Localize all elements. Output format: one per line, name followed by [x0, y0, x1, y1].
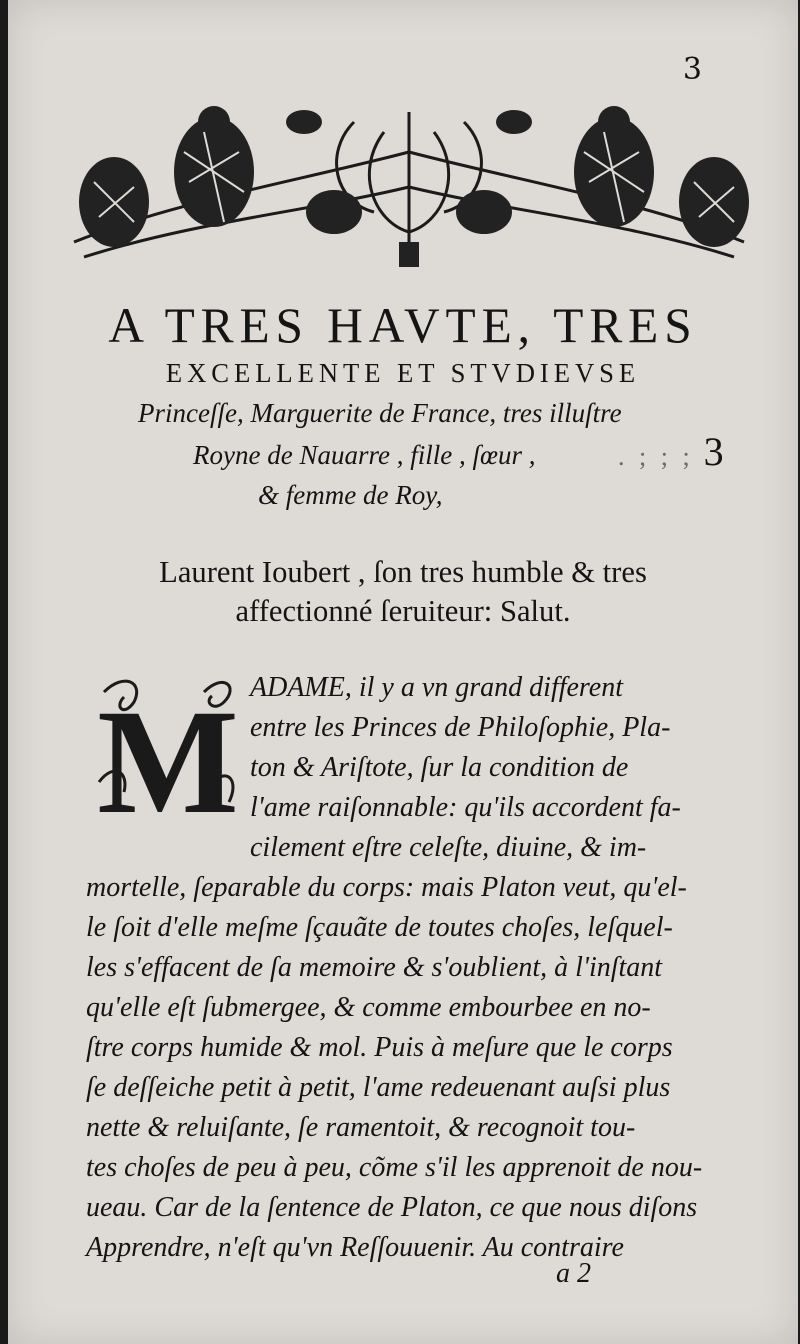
body-line: l'ame raiſonnable: qu'ils accordent fa-: [250, 792, 681, 823]
address-line-3: & femme de Roy,: [258, 480, 443, 510]
body-line: qu'elle eſt ſubmergee, & comme embourbee en no-: [86, 992, 651, 1023]
address-line-2: Royne de Nauarre , fille , ſœur ,: [193, 440, 536, 470]
address-line-1: Princeſſe, Marguerite de France, tres illuſtre: [138, 398, 622, 428]
body-line: ſe deſſeiche petit à petit, l'ame redeuenant auſsi plus: [86, 1072, 671, 1103]
faded-marks: . ; ; ;: [618, 442, 694, 471]
body-line: cilement eſtre celeſte, diuine, & im-: [250, 832, 647, 863]
body-line: ueau. Car de la ſentence de Platon, ce que nous diſons: [86, 1192, 698, 1223]
sender-line-1: Laurent Ioubert , ſon tres humble & tres: [159, 554, 647, 589]
body-line: le ſoit d'elle meſme ſçauãte de toutes choſes, leſquel-: [86, 912, 673, 943]
signature-mark: a 2: [556, 1258, 591, 1289]
headpiece-ornament: [54, 92, 764, 274]
margin-note: [618, 428, 724, 475]
dedication-title-line-1: A TRES HAVTE, TRES: [108, 297, 698, 353]
book-page: [8, 0, 798, 1344]
drop-cap-letter: M: [97, 679, 239, 828]
drop-cap-ornament: [94, 672, 242, 828]
margin-number: 3: [703, 429, 724, 474]
page-number: 3: [682, 52, 702, 87]
body-line: les s'effacent de ſa memoire & s'oublient, à l'inſtant: [86, 952, 663, 983]
body-line: ADAME, il y a vn grand different: [250, 672, 623, 703]
body-line: nette & reluiſante, ſe ramentoit, & recognoit tou-: [86, 1112, 636, 1143]
body-line: ton & Ariſtote, ſur la condition de: [250, 752, 629, 783]
dedication-title-line-2: EXCELLENTE ET STVDIEVSE: [165, 358, 641, 388]
body-line: entre les Princes de Philoſophie, Pla-: [250, 712, 671, 743]
body-line: mortelle, ſeparable du corps: mais Platon veut, qu'el-: [86, 872, 687, 903]
body-line: Apprendre, n'eſt qu'vn Reſſouuenir. Au contraire: [86, 1232, 624, 1263]
sender-line-2: affectionné ſeruiteur: Salut.: [235, 593, 571, 628]
body-line: tes choſes de peu à peu, cõme s'il les apprenoit de nou-: [86, 1152, 703, 1183]
body-line: ſtre corps humide & mol. Puis à meſure que le corps: [86, 1032, 673, 1063]
